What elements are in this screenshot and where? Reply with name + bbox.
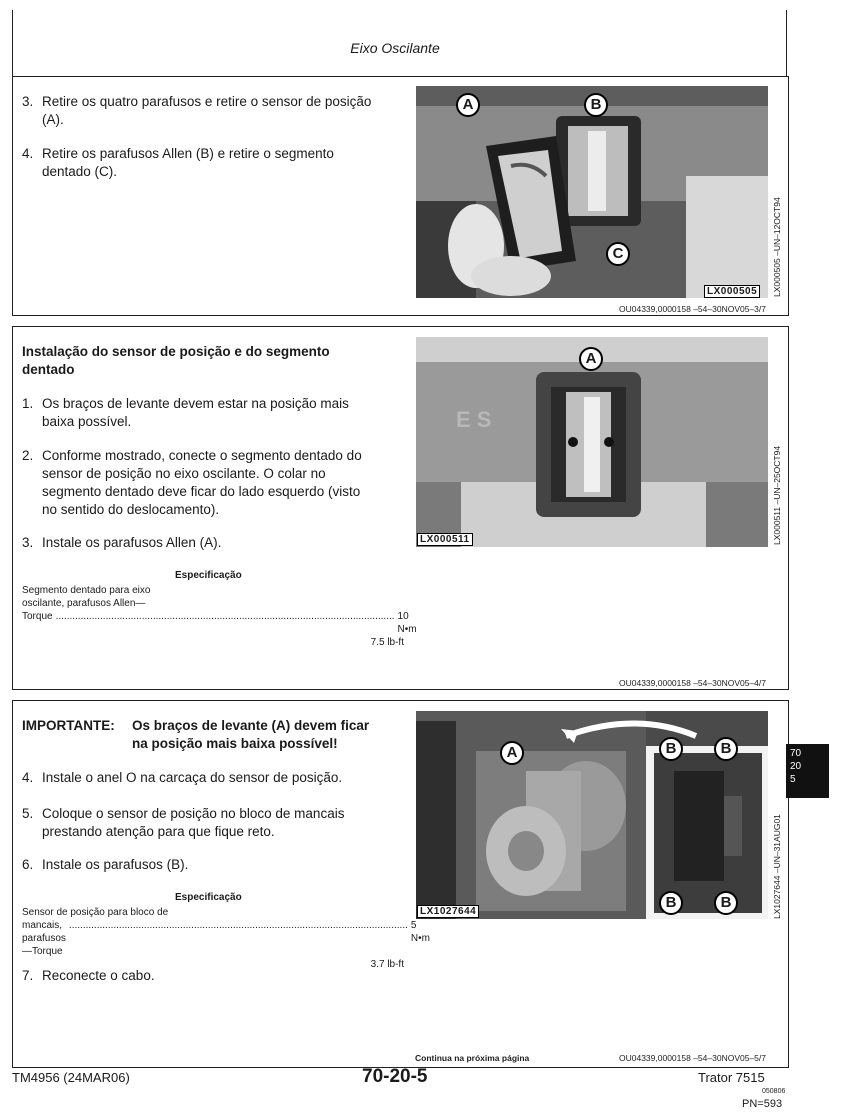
photo-side-code: LX000511 –UN–25OCT94 (772, 445, 782, 545)
section-removal: 3. Retire os quatro parafusos e retire o sensor de posição (A). 4. Retire os parafusos Allen (B) e retire o segmento dentado (C). A B C LX000505 LX000505 –UN–12OCT94 OU04339,0000158 –54–30NOV05–3/7 (12, 76, 789, 316)
photo-sensor-mounting (416, 711, 768, 919)
spec-item: Torque .......................................................................................................................... 10 N•m (22, 611, 417, 635)
important-notice: IMPORTANTE: Os braços de levante (A) devem ficar na posição mais baixa possível! (22, 718, 370, 751)
callout-a: A (456, 93, 480, 117)
footer-manual-id: TM4956 (24MAR06) (12, 1070, 130, 1085)
photo-label: LX000505 (704, 285, 760, 298)
section-sensor-mounting: IMPORTANTE: Os braços de levante (A) devem ficar na posição mais baixa possível! 4. Instale o anel O na carcaça do sensor de posição. 5. Coloque o sensor de posição no bloco de mancais prestando atenção para que fique reto. 6. Instale os parafusos (B). Especificação Sensor de posição para bloco de mancais, parafusos—Torque .......................................................................................................................... 5 N•m 3.7 lb-ft 7. Reconecte o cabo. A B B B B LX1027644 LX1027644 –UN–31AUG01 Continua na próxima página OU04339,0000158 –54–30NOV05–5/7 (12, 700, 789, 1068)
footer-pn: PN=593 (742, 1098, 783, 1110)
photo-label: LX1027644 (417, 905, 479, 918)
svg-text:E S: E S (456, 407, 492, 432)
callout-b-top-right: B (714, 737, 738, 761)
callout-b-bottom-left: B (659, 891, 683, 915)
reference-code: OU04339,0000158 –54–30NOV05–3/7 (619, 304, 766, 314)
footer-date-code: 050806 (762, 1088, 786, 1095)
photo-segment-installation (416, 337, 768, 547)
continue-note: Continua na próxima página (415, 1053, 530, 1063)
photo-sensor-removal (416, 86, 768, 298)
reference-code: OU04339,0000158 –54–30NOV05–5/7 (619, 1053, 766, 1063)
callout-c: C (606, 242, 630, 266)
section-tab: 70 20 5 (786, 744, 829, 798)
callout-a: A (500, 741, 524, 765)
photo-label: LX000511 (417, 533, 473, 546)
spec-title: Especificação (175, 570, 242, 581)
callout-b: B (584, 93, 608, 117)
spec-item: mancais, parafusos—Torque .......................................................................................................................... 5 N•m (22, 920, 430, 957)
spec-block: Sensor de posição para bloco de mancais, parafusos—Torque .......................................................................................................................... 5 N•m 3.7 lb-ft (22, 907, 430, 970)
callout-b-top-left: B (659, 737, 683, 761)
section-installation: Instalação do sensor de posição e do segmento dentado 1. Os braços de levante devem estar na posição mais baixa possível. 2. Conforme mostrado, conecte o segmento dentado do sensor de posição no eixo oscilante. O colar no segmento dentado deve ficar do lado esquerdo (visto no sentido do deslocamento). 3. Instale os parafusos Allen (A). Especificação Segmento dentado para eixo oscilante, parafusos Allen— Torque .......................................................................................................................... 10 N•m 7.5 lb-ft E S A LX000511 LX000511 –UN–25OCT94 OU04339,0000158 –54–30NOV05–4/7 (12, 326, 789, 690)
reference-code: OU04339,0000158 –54–30NOV05–4/7 (619, 678, 766, 688)
photo-sensor-removal-illustration (416, 86, 768, 298)
spec-block: Segmento dentado para eixo oscilante, parafusos Allen— Torque .......................................................................................................................... 10 N•m 7.5 lb-ft (22, 585, 417, 648)
callout-a: A (579, 347, 603, 371)
page-header-title: Eixo Oscilante (350, 40, 440, 56)
photo-side-code: LX000505 –UN–12OCT94 (772, 197, 782, 297)
spec-title: Especificação (175, 892, 242, 903)
section-heading: Instalação do sensor de posição e do segmento dentado (22, 344, 330, 377)
photo-side-code: LX1027644 –UN–31AUG01 (772, 814, 782, 919)
footer-page-number: 70-20-5 (362, 1066, 428, 1087)
callout-b-bottom-right: B (714, 891, 738, 915)
footer-model: Trator 7515 (698, 1070, 765, 1085)
